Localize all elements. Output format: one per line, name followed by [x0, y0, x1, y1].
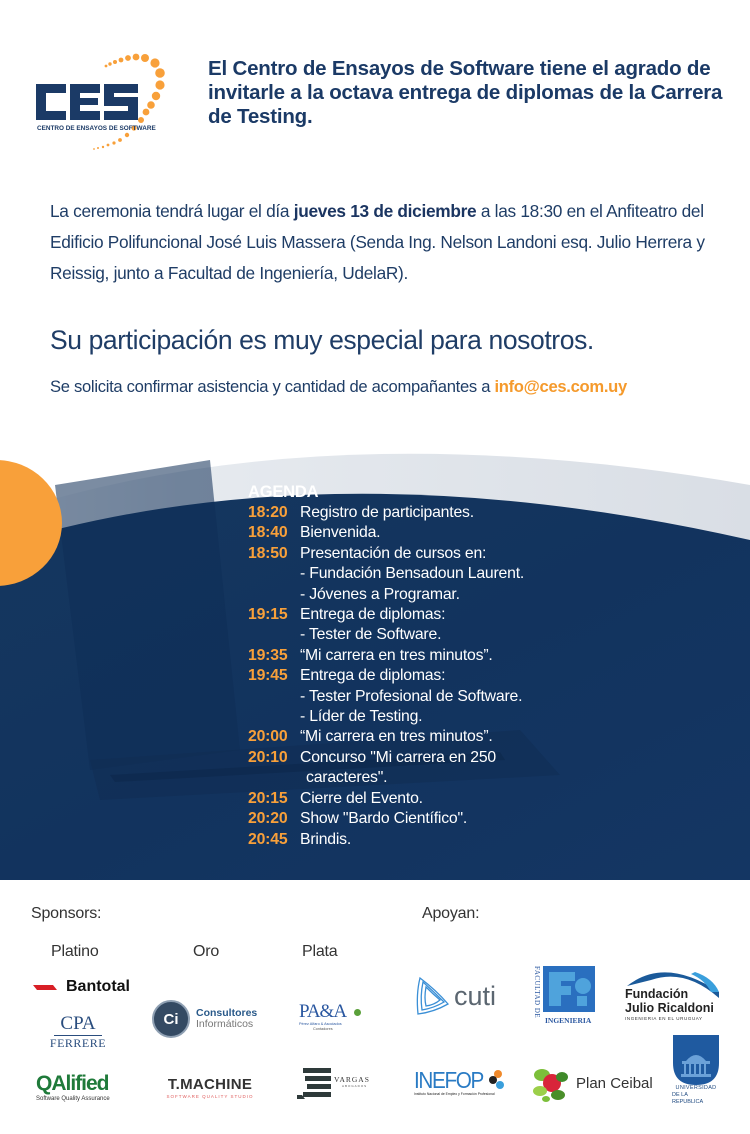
tmachine-sub: SOFTWARE QUALITY STUDIO [166, 1094, 254, 1099]
agenda-item [248, 544, 648, 564]
paa-seal-icon [354, 1009, 361, 1016]
ceibal-mark-icon [530, 1063, 570, 1103]
paa-sub2: Contadores [313, 1027, 333, 1031]
sponsors-label: Sponsors: [31, 905, 102, 922]
facultad-ingenieria-logo [533, 964, 597, 1026]
agenda-item [248, 523, 648, 543]
agenda-text: - Tester Profesional de Software. [300, 687, 523, 705]
agenda-time: 18:40 [248, 524, 288, 542]
inefop-mark-icon [487, 1070, 505, 1090]
ceremony-prefix: La ceremonia tendrá lugar el día [50, 201, 294, 221]
agenda-title: AGENDA [248, 483, 319, 501]
ricaldoni-line1: Fundación [625, 987, 689, 1001]
bantotal-text: Bantotal [66, 978, 130, 995]
agenda-text: “Mi carrera en tres minutos”. [300, 728, 493, 746]
agenda-text: Entrega de diplomas: [300, 606, 446, 624]
tier-plata: Plata [302, 943, 338, 960]
agenda-subitem [248, 625, 648, 645]
agenda-text: - Jóvenes a Programar. [300, 585, 460, 603]
rsvp-text: Se solicita confirmar asistencia y cantidad de acompañantes a [50, 377, 495, 396]
rsvp-note [50, 376, 740, 398]
agenda-time: 19:15 [248, 606, 288, 624]
agenda-subitem [248, 564, 648, 584]
agenda-text: - Fundación Bensadoun Laurent. [300, 565, 525, 583]
agenda-text: Brindis. [300, 830, 352, 848]
vargas-sub: ABOGADOS [342, 1084, 368, 1088]
agenda-item [248, 727, 648, 747]
agenda-item [248, 646, 648, 666]
agenda-item [248, 830, 648, 850]
agenda-text: - Líder de Testing. [300, 708, 423, 726]
cpa-text: CPA [54, 1014, 101, 1036]
agenda-text: Presentación de cursos en: [300, 544, 487, 562]
vargas-text: VARGAS [334, 1075, 370, 1084]
ci-line2: Informáticos [196, 1018, 254, 1030]
agenda-time: 20:15 [248, 789, 288, 807]
agenda [248, 481, 648, 850]
agenda-item [248, 809, 648, 829]
qalified-text: QAlified [36, 1072, 109, 1095]
udelar-logo [672, 1033, 720, 1107]
fing-mark-icon [543, 966, 595, 1012]
ci-mark-icon: Ci [152, 1000, 190, 1038]
inefop-sub: Instituto Nacional de Empleo y Formación Profesional [414, 1091, 495, 1096]
tier-platino: Platino [51, 943, 99, 960]
tmachine-logo [155, 1074, 265, 1104]
agenda-item [248, 789, 648, 809]
fing-side-text: FACULTAD DE [533, 966, 541, 1019]
udelar-line2: DE LA REPUBLICA [672, 1091, 704, 1105]
agenda-subitem [248, 585, 648, 605]
agenda-text: Entrega de diplomas: [300, 667, 446, 685]
agenda-time: 19:45 [248, 667, 288, 685]
ferrere-text: FERRERE [49, 1035, 107, 1050]
qalified-sub: Software Quality Assurance [36, 1096, 110, 1102]
udelar-shield-icon [673, 1035, 719, 1085]
invitation-headline: El Centro de Ensayos de Software tiene el agrado de invitarle a la octava entrega de diplomas de la Carrera de Testing. [208, 57, 723, 128]
ces-logo-subtitle: CENTRO DE ENSAYOS DE SOFTWARE [37, 125, 156, 132]
udelar-line1: UNIVERSIDAD [675, 1084, 717, 1091]
agenda-time: 20:10 [248, 748, 288, 766]
tier-oro: Oro [193, 943, 220, 960]
agenda-time: 20:45 [248, 830, 288, 848]
agenda-time: 20:20 [248, 810, 288, 828]
agenda-item [248, 748, 648, 768]
cuti-text: cuti [454, 981, 497, 1011]
agenda-time: 20:00 [248, 728, 288, 746]
fing-bottom-text: INGENIERIA [545, 1016, 592, 1025]
agenda-item [248, 666, 648, 686]
agenda-subitem [248, 687, 648, 707]
bantotal-logo [24, 976, 139, 998]
agenda-subitem [248, 707, 648, 727]
ci-line1: Consultores [196, 1007, 258, 1019]
ceremony-date: jueves 13 de diciembre [293, 201, 477, 221]
ceibal-text: Plan Ceibal [576, 1074, 653, 1092]
rsvp-email-link[interactable]: info@ces.com.uy [494, 377, 627, 396]
supporters-label: Apoyan: [422, 905, 480, 922]
paa-logo [299, 1000, 371, 1034]
tmachine-text: T.MACHINE [167, 1076, 253, 1093]
agenda-text: Registro de participantes. [300, 504, 474, 521]
ricaldoni-line2: Julio Ricaldoni [625, 1001, 714, 1015]
cpa-ferrere-logo [40, 1010, 116, 1054]
plan-ceibal-logo [530, 1062, 665, 1104]
inefop-logo [414, 1064, 514, 1100]
fundacion-ricaldoni-logo [623, 962, 723, 1024]
agenda-text: Bienvenida. [300, 524, 381, 542]
qalified-logo [36, 1070, 126, 1106]
agenda-text: Show "Bardo Científico". [300, 810, 468, 828]
paa-text: PA&A [299, 1001, 347, 1022]
agenda-time: 19:35 [248, 646, 288, 664]
ces-logo [30, 44, 180, 159]
agenda-item [248, 503, 648, 523]
paa-sub: Pérez Alfaro & Asociados [299, 1022, 342, 1026]
agenda-time: 18:50 [248, 544, 288, 562]
agenda-text: Cierre del Evento. [300, 789, 423, 807]
bantotal-mark-icon [33, 982, 63, 992]
cuti-mark-icon [414, 974, 450, 1018]
vargas-mark-icon [297, 1067, 331, 1099]
agenda-text: “Mi carrera en tres minutos”. [300, 646, 493, 664]
cuti-logo [414, 972, 514, 1020]
vargas-logo [297, 1066, 377, 1100]
agenda-text: Concurso "Mi carrera en 250 [300, 748, 497, 766]
agenda-item [248, 605, 648, 625]
agenda-text: caracteres". [306, 769, 388, 787]
agenda-text: - Tester de Software. [300, 626, 442, 644]
agenda-time: 18:20 [248, 504, 288, 521]
ceremony-details [50, 196, 710, 289]
inefop-text: INEFOP [414, 1066, 483, 1093]
ceremony-location: a las 18:30 en el Anfiteatro del Edificio Polifuncional José Luis Massera (Senda Ing. Nelson Landoni esq. Julio Herrera y Reissig, junto a Facultad de Ingeniería, UdelaR). [50, 201, 705, 283]
ricaldoni-sub: INGENIERIA EN EL URUGUAY [625, 1016, 703, 1021]
consultores-informaticos-logo [152, 998, 272, 1040]
tagline: Su participación es muy especial para nosotros. [50, 325, 594, 355]
agenda-subitem [248, 768, 648, 788]
